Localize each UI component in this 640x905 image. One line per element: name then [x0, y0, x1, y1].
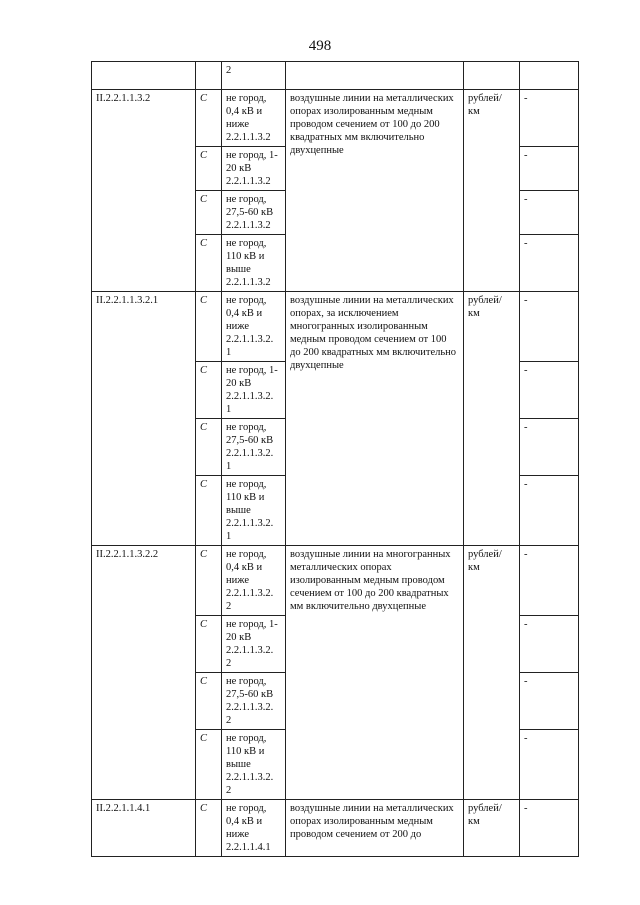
condition-cell: не город, 110 кВ и выше 2.2.1.1.3.2. 1: [222, 476, 286, 546]
unit-cell: рублей/ км: [464, 292, 520, 546]
value-cell: [520, 62, 579, 90]
value-cell: -: [520, 147, 579, 191]
description-cell: воздушные линии на металлических опорах изолированным медным проводом сечением от 200 до: [286, 800, 464, 857]
condition-cell: не город, 1-20 кВ 2.2.1.1.3.2. 1: [222, 362, 286, 419]
condition-cell: не город, 1-20 кВ 2.2.1.1.3.2. 2: [222, 616, 286, 673]
value-cell: -: [520, 476, 579, 546]
letter-cell: С: [196, 419, 222, 476]
value-cell: -: [520, 616, 579, 673]
code-cell: [92, 62, 196, 90]
tariff-table: [91, 61, 579, 857]
condition-cell: не город, 27,5-60 кВ 2.2.1.1.3.2: [222, 191, 286, 235]
condition-cell: не город, 0,4 кВ и ниже 2.2.1.1.4.1: [222, 800, 286, 857]
letter-cell: С: [196, 191, 222, 235]
table-row: [92, 292, 579, 362]
condition-cell: не город, 0,4 кВ и ниже 2.2.1.1.3.2. 2: [222, 546, 286, 616]
condition-cell: не город, 27,5-60 кВ 2.2.1.1.3.2. 1: [222, 419, 286, 476]
table-row: [92, 62, 579, 90]
code-cell: II.2.2.1.1.4.1: [92, 800, 196, 857]
value-cell: -: [520, 90, 579, 147]
table-row: [92, 800, 579, 857]
letter-cell: [196, 62, 222, 90]
unit-cell: рублей/ км: [464, 90, 520, 292]
letter-cell: С: [196, 546, 222, 616]
unit-cell: рублей/ км: [464, 800, 520, 857]
value-cell: -: [520, 800, 579, 857]
code-cell: II.2.2.1.1.3.2.1: [92, 292, 196, 546]
description-cell: воздушные линии на металлических опорах изолированным медным проводом сечением от 100 до 200 квадратных мм включительно двухцепные: [286, 90, 464, 292]
value-cell: -: [520, 362, 579, 419]
value-cell: -: [520, 235, 579, 292]
value-cell: -: [520, 546, 579, 616]
condition-cell: не город, 0,4 кВ и ниже 2.2.1.1.3.2: [222, 90, 286, 147]
letter-cell: С: [196, 362, 222, 419]
condition-cell: не город, 110 кВ и выше 2.2.1.1.3.2: [222, 235, 286, 292]
condition-cell: 2: [222, 62, 286, 90]
description-cell: воздушные линии на многогранных металлических опорах изолированным медным проводом сечением от 100 до 200 квадратных мм включительно двухцепные: [286, 546, 464, 800]
code-cell: II.2.2.1.1.3.2: [92, 90, 196, 292]
letter-cell: С: [196, 235, 222, 292]
page-number: 498: [308, 38, 332, 54]
letter-cell: С: [196, 616, 222, 673]
unit-cell: [464, 62, 520, 90]
value-cell: -: [520, 292, 579, 362]
condition-cell: не город, 0,4 кВ и ниже 2.2.1.1.3.2. 1: [222, 292, 286, 362]
letter-cell: С: [196, 476, 222, 546]
description-cell: [286, 62, 464, 90]
letter-cell: С: [196, 800, 222, 857]
condition-cell: не город, 110 кВ и выше 2.2.1.1.3.2. 2: [222, 730, 286, 800]
value-cell: -: [520, 730, 579, 800]
unit-cell: рублей/ км: [464, 546, 520, 800]
value-cell: -: [520, 419, 579, 476]
letter-cell: С: [196, 292, 222, 362]
condition-cell: не город, 1-20 кВ 2.2.1.1.3.2: [222, 147, 286, 191]
letter-cell: С: [196, 673, 222, 730]
code-cell: II.2.2.1.1.3.2.2: [92, 546, 196, 800]
description-cell: воздушные линии на металлических опорах, за исключением многогранных изолированным медным проводом сечением от 100 до 200 квадратных мм включительно двухцепные: [286, 292, 464, 546]
table-row: [92, 546, 579, 616]
value-cell: -: [520, 191, 579, 235]
letter-cell: С: [196, 147, 222, 191]
letter-cell: С: [196, 90, 222, 147]
condition-cell: не город, 27,5-60 кВ 2.2.1.1.3.2. 2: [222, 673, 286, 730]
table-row: [92, 90, 579, 147]
letter-cell: С: [196, 730, 222, 800]
value-cell: -: [520, 673, 579, 730]
